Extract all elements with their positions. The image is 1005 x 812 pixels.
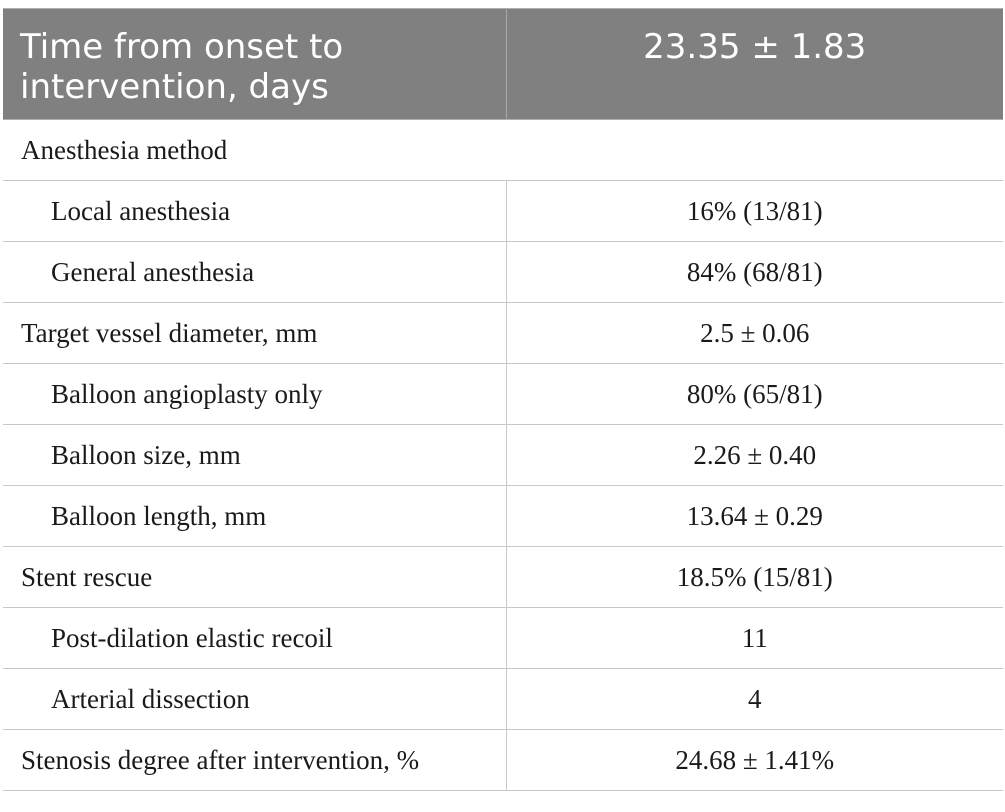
row-value: 13.64 ± 0.29: [506, 486, 1003, 547]
row-label: Local anesthesia: [3, 181, 506, 242]
row-label: Target vessel diameter, mm: [3, 303, 506, 364]
table-row: [3, 242, 1003, 303]
table-row: [3, 364, 1003, 425]
row-label: Post-dilation elastic recoil: [3, 608, 506, 669]
table-body: [3, 120, 1003, 791]
table-row: [3, 608, 1003, 669]
table-row: [3, 669, 1003, 730]
row-value: 18.5% (15/81): [506, 547, 1003, 608]
row-value: 16% (13/81): [506, 181, 1003, 242]
section-label: Anesthesia method: [3, 120, 1003, 181]
table-row: [3, 181, 1003, 242]
table-row: [3, 303, 1003, 364]
row-label: Balloon length, mm: [3, 486, 506, 547]
data-table-container: [3, 8, 1003, 791]
row-label: Stent rescue: [3, 547, 506, 608]
row-value: 4: [506, 669, 1003, 730]
row-label: Arterial dissection: [3, 669, 506, 730]
header-cell-label: Time from onset to intervention, days: [3, 9, 506, 120]
row-value: 2.5 ± 0.06: [506, 303, 1003, 364]
table-header: [3, 9, 1003, 120]
header-cell-value: 23.35 ± 1.83: [506, 9, 1003, 120]
table-row: [3, 486, 1003, 547]
row-value: 11: [506, 608, 1003, 669]
row-value: 24.68 ± 1.41%: [506, 730, 1003, 791]
header-row: [3, 9, 1003, 120]
row-label: Balloon angioplasty only: [3, 364, 506, 425]
section-row: [3, 120, 1003, 181]
row-value: 84% (68/81): [506, 242, 1003, 303]
row-value: 2.26 ± 0.40: [506, 425, 1003, 486]
row-label: General anesthesia: [3, 242, 506, 303]
table-row: [3, 425, 1003, 486]
procedure-table: [3, 8, 1003, 791]
row-label: Balloon size, mm: [3, 425, 506, 486]
row-value: 80% (65/81): [506, 364, 1003, 425]
table-row: [3, 730, 1003, 791]
row-label: Stenosis degree after intervention, %: [3, 730, 506, 791]
table-row: [3, 547, 1003, 608]
